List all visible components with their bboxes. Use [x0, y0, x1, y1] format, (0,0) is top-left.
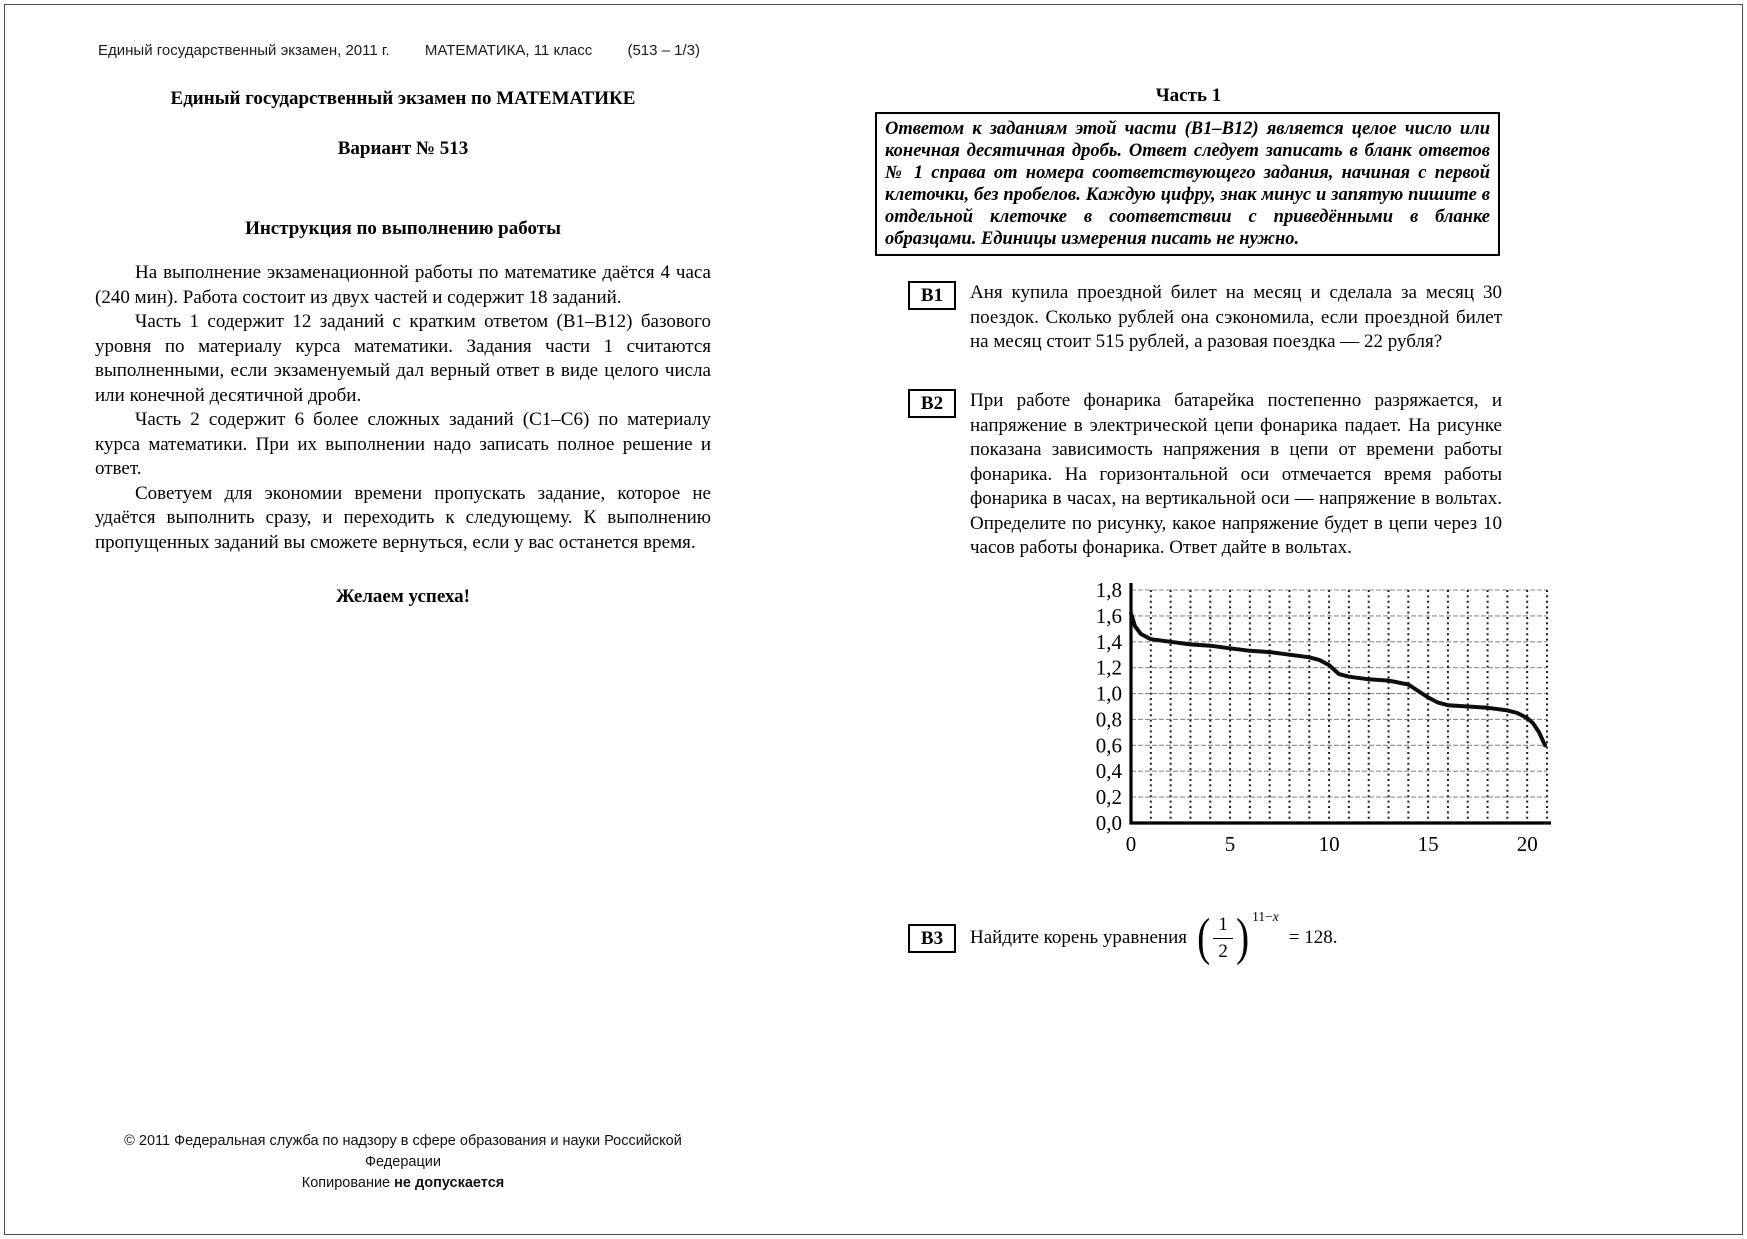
voltage-time-chart: [980, 515, 1560, 860]
copyright-line: © 2011 Федеральная служба по надзору в сфере образования и науки Российской Федерации: [124, 1133, 682, 1170]
problem-b1-label-box: В1: [908, 281, 956, 310]
header-exam-name: Единый государственный экзамен, 2011 г.: [98, 42, 390, 59]
instruction-paragraph: Советуем для экономии времени пропускать задание, которое не удаётся выполнить сразу, и переходить к следующему. К выполнению пропущенных заданий вы сможете вернуться, если у вас останется время.: [95, 482, 711, 553]
instruction-paragraph: Часть 2 содержит 6 более сложных заданий (С1–С6) по материалу курса математики. При их выполнении надо записать полное решение и ответ.: [95, 409, 711, 479]
left-paren: (: [1197, 909, 1211, 966]
exponent-variable: x: [1272, 909, 1279, 924]
page-running-header: [98, 42, 700, 59]
exponent-number: 11−: [1252, 909, 1273, 924]
svg-text:1,2: 1,2: [1095, 655, 1122, 680]
problem-b3-prompt: Найдите корень уравнения: [970, 927, 1188, 948]
equation-rhs: = 128.: [1288, 927, 1338, 948]
exponent: [1252, 909, 1279, 925]
svg-text:1,6: 1,6: [1095, 603, 1122, 628]
copyright-footer: [95, 1131, 711, 1194]
b3-equation: [1195, 909, 1338, 966]
svg-text:20: 20: [1516, 832, 1538, 856]
instruction-paragraph: Часть 1 содержит 12 заданий с кратким ответом (В1–В12) базового уровня по материалу курса математики. Задания части 1 считаются выполненными, если экзаменуемый дал верный ответ в виде целого числа или конечной десятичной дроби.: [95, 311, 711, 406]
svg-text:0,8: 0,8: [1095, 707, 1122, 732]
problem-b3-text: [970, 909, 1502, 966]
problem-b2-label-box: В2: [908, 389, 956, 418]
header-subject: МАТЕМАТИКА, 11 класс: [424, 42, 593, 59]
svg-text:0,0: 0,0: [1095, 811, 1122, 835]
exam-title: Единый государственный экзамен по МАТЕМАТИКЕ: [170, 88, 636, 109]
problem-b3-label-box: В3: [908, 924, 956, 953]
no-copy-bold: не допускается: [394, 1175, 505, 1191]
instructions-heading: Инструкция по выполнению работы: [245, 218, 561, 239]
problem-b1: [875, 281, 1502, 355]
svg-text:1,4: 1,4: [1095, 629, 1122, 654]
problem-b1-text: Аня купила проездной билет на месяц и сделала за месяц 30 поездок. Сколько рублей она сэкономила, если проездной билет на месяц стоит 515 рублей, а разовая поездка — 22 рубля?: [970, 282, 1502, 352]
svg-text:0: 0: [1125, 832, 1137, 856]
svg-text:10: 10: [1318, 832, 1340, 856]
right-paren: ): [1236, 909, 1250, 966]
good-luck-note: Желаем успеха!: [336, 586, 470, 607]
svg-text:1,8: 1,8: [1095, 578, 1122, 602]
left-column: [95, 88, 711, 608]
svg-text:15: 15: [1417, 832, 1439, 856]
no-copy-line: [95, 1173, 711, 1194]
part-1-heading: Часть 1: [1155, 85, 1222, 106]
fraction-numerator: 1: [1218, 914, 1228, 935]
svg-text:1,0: 1,0: [1095, 681, 1122, 706]
svg-text:0,6: 0,6: [1095, 733, 1122, 758]
fraction-one-half: [1213, 915, 1233, 961]
svg-text:0,2: 0,2: [1095, 785, 1122, 810]
fraction-denominator: 2: [1213, 938, 1233, 962]
problem-b3: [875, 908, 1502, 968]
svg-text:0,4: 0,4: [1095, 759, 1122, 784]
instruction-paragraph: На выполнение экзаменационной работы по математике даётся 4 часа (240 мин). Работа состоит из двух частей и содержит 18 заданий.: [95, 262, 711, 308]
header-variant-page: (513 – 1/3): [627, 42, 700, 59]
problem-b2-text: При работе фонарика батарейка постепенно разряжается, и напряжение в электрической цепи фонарика падает. На рисунке показана зависимость напряжения в цепи от времени работы фонарика. На горизонтальной оси отмечается время работы фонарика в часах, на вертикальной оси — напряжение в вольтах. Определите по рисунку, какое напряжение будет в цепи через 10 часов работы фонарика. Ответ дайте в вольтах.: [970, 390, 1502, 558]
variant-number: Вариант № 513: [337, 138, 469, 159]
answer-instructions-box: Ответом к заданиям этой части (В1–В12) является целое число или конечная десятичная дробь. Ответ следует записать в бланк ответов № 1 справа от номера соответствующего задания, начиная с первой клеточки, без пробелов. Каждую цифру, знак минус и запятую пишите в отдельной клеточке в соответствии с приведёнными в бланке образцами. Единицы измерения писать не нужно.: [875, 112, 1500, 256]
no-copy-prefix: Копирование: [301, 1175, 395, 1191]
svg-text:5: 5: [1224, 832, 1236, 856]
voltage-time-chart-svg: [980, 515, 1560, 860]
voltage-curve: [1131, 613, 1545, 745]
